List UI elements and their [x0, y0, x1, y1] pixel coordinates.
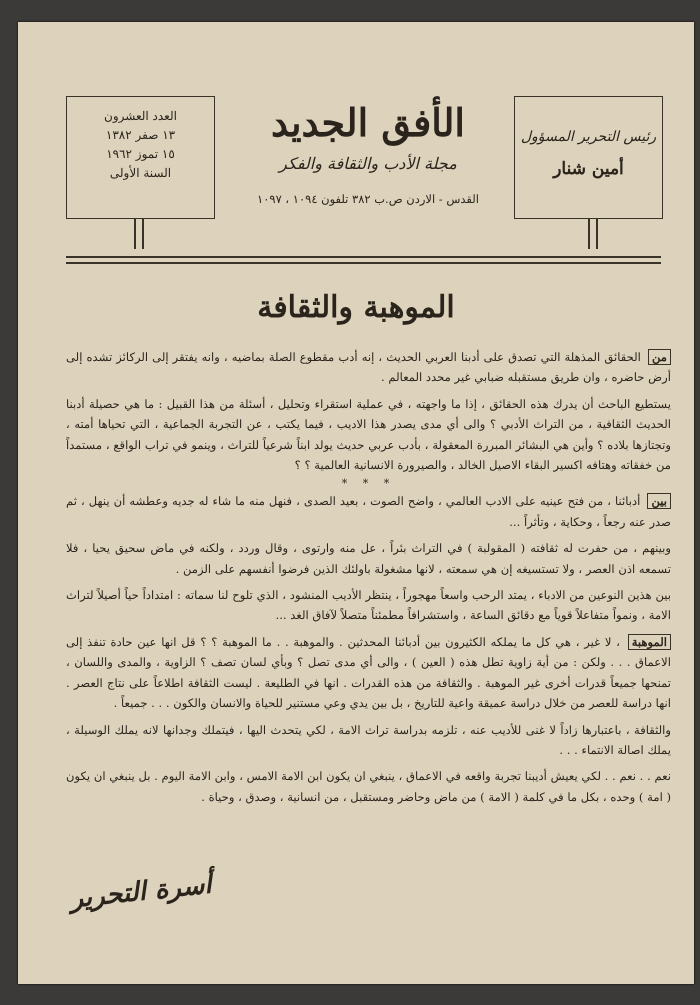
decorative-bar	[134, 219, 136, 249]
magazine-address: القدس - الاردن ص.ب ٣٨٢ تلفون ١٠٩٤ ، ١٠٩٧	[257, 192, 479, 206]
magazine-page	[18, 22, 694, 984]
section-separator: * * *	[341, 477, 396, 491]
divider	[66, 262, 661, 264]
decorative-bar	[142, 219, 144, 249]
paragraph-lead: بين	[647, 493, 671, 509]
editor-name: أمين شنار	[553, 159, 624, 179]
paragraph: بين هذين النوعين من الادباء ، يمتد الرحب واسعاً مهجوراً ، ينتظر الأديب المنشود ، الذي تلوح لنا سماته : امتداداً حياً أصيلاً لتراث الامة ، ونمواً متفاعلاً قوياً مع دقائق الساعة ، واستشرافاً مطمئناً متصلاً لآفاق الغد ...	[66, 588, 671, 623]
issue-info-box	[66, 96, 215, 219]
issue-number: العدد العشرون	[104, 109, 177, 123]
hijri-date: ١٣ صفر ١٣٨٢	[105, 128, 176, 142]
signature: أسرة التحرير	[68, 869, 213, 915]
decorative-bar	[596, 219, 598, 249]
magazine-title: الأفق الجديد	[271, 100, 465, 145]
paragraph: يستطيع الباحث أن يدرك هذه الحقائق ، إذا ما واجهته ، في عملية استقراء وتحليل ، أسئلة من هذا القبيل : ما هي حصيلة أدبنا الحديث الثقافية ، من التراث الأدبي ؟ والى أي مدى يصدر هذا الاديب ، فيما يكتب ، عن التجربة الجماعية ، التي تحياها أمته ، وتجتازها بلاده ؟ وأين هي البشائر المبررة المعقولة ، بأدب عربي حديث يولد ابناً شرعياً للتراث ، وينمو في تراب الواقع ، مستمداً من خفقاته وهتافه اكسير البقاء الاصيل الخالد ، والصيرورة الانسانية العالمية ؟ ؟	[66, 396, 671, 473]
article-body	[66, 347, 671, 813]
decorative-bar	[588, 219, 590, 249]
editor-label: رئيس التحرير المسؤول	[520, 129, 657, 145]
divider	[66, 256, 661, 258]
paragraph: وبينهم ، من حفرت له ثقافته ( المقولبة ) في التراث بئراً ، عل منه وارتوى ، وقال وردد ، ولكنه في ماض سحيق يحيا ، فلا تسمعه اذن العصر ، ولا تستسيغه إن هي سمعته ، لانها مشغولة باولئك الذين فرضوا أنفسهم على الزمن .	[66, 541, 671, 576]
editor-box	[514, 96, 663, 219]
paragraph: بين أدبائنا ، من فتح عينيه على الادب العالمي ، واضح الصوت ، بعيد الصدى ، فنهل منه ما شاء له جديه وعطشه أن ينهل ، ثم صدر عنه رجعاً ، وحكاية ، وتأثراً ...	[66, 494, 671, 529]
paragraph: نعم . . نعم . . لكي يعيش أديبنا تجربة واقعه في الاعماق ، ينبغي ان يكون ابن الامة الامس ، وابن الامة اليوم . بل ينبغي ان يكون ( امة ) وحده ، بكل ما في كلمة ( الامة ) من ماض وحاضر ومستقبل ، من انسانية ، وصدق ، وحياة .	[66, 769, 671, 804]
article-title: الموهبة والثقافة	[257, 290, 455, 325]
volume-year: السنة الأولى	[109, 166, 172, 180]
paragraph-lead: من	[648, 349, 671, 365]
paragraph-lead: الموهبة	[628, 634, 671, 650]
paragraph: من الحقائق المذهلة التي تصدق على أدبنا العربي الحديث ، إنه أدب مقطوع الصلة بماضيه ، وانه يفتقر إلى الركائز تشده إلى أرض حاضره ، وان طريق مستقبله ضبابي غير محدد المعالم .	[66, 350, 671, 385]
magazine-subtitle: مجلة الأدب والثقافة والفكر	[279, 154, 457, 173]
paragraph: الموهبة ، لا غير ، هي كل ما يملكه الكثيرون بين أدبائنا المحدثين . والموهبة . . ما الموهبة ؟ ؟ قل انها عين حادة تنفذ إلى الاعماق . . . ولكن : من أية زاوية تطل هذه ( العين ) ، والى أي مدى تصل ؟ وبأي لسان تصف ؟ الزاوية ، والمدى واللسان ، تمنحها جميعاً قدرات أخرى غير الموهبة . والثقافة من هذه القدرات . انها في الطليعة . ليست الثقافة اطلاعاً على نتاج العصر . انها دراسة للعصر من خلال دراسة عميقة واعية للتاريخ ، بل بين يدي وعي مستنير للحياة والانسان والكون . . . جميعاً .	[66, 634, 671, 711]
gregorian-date: ١٥ تموز ١٩٦٢	[106, 147, 175, 161]
paragraph: والثقافة ، باعتبارها زاداً لا غنى للأديب عنه ، تلزمه بدراسة تراث الامة ، لكي يتحدث اليها ، فيتملك وجدانها لانه يملك الوسيلة ، يملك اصالة الانتماء . . .	[66, 722, 671, 757]
